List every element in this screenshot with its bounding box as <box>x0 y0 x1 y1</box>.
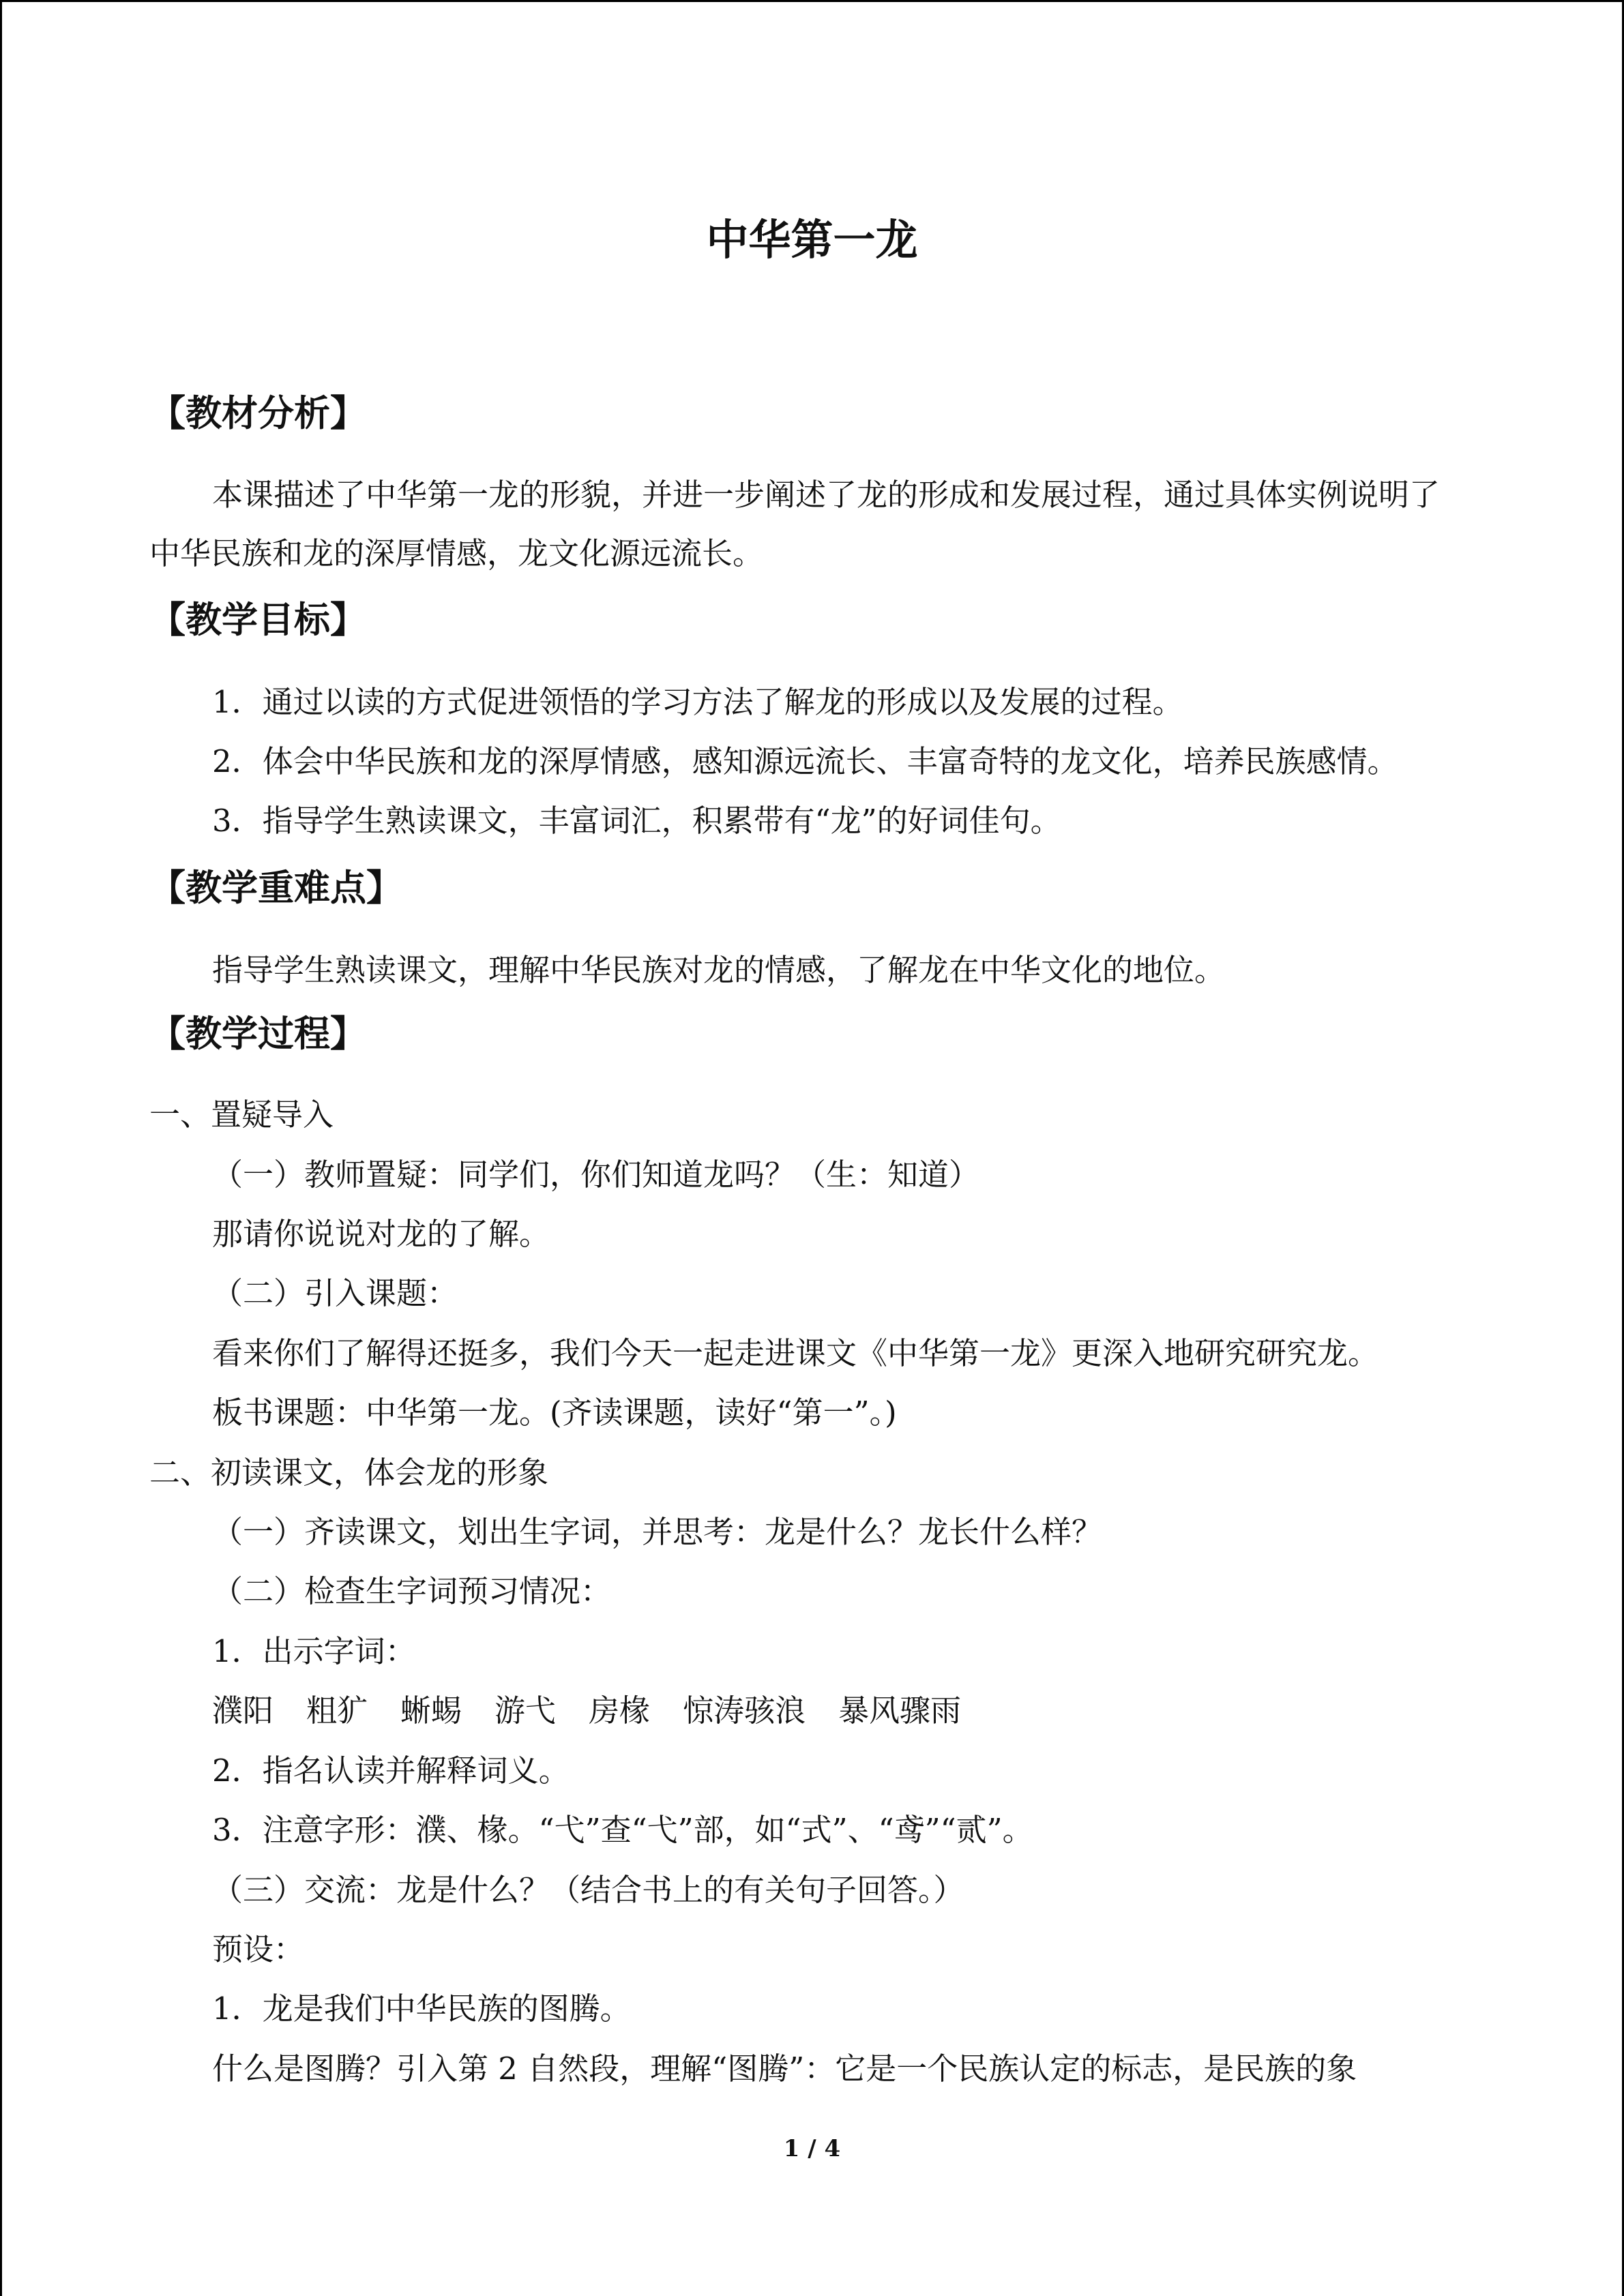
word-item: 暴风骤雨 <box>838 1693 962 1729</box>
word-list <box>212 1690 994 1731</box>
word-item: 濮阳 <box>212 1693 274 1729</box>
section-heading-process: 【教学过程】 <box>149 1013 366 1055</box>
process-line: （一）齐读课文，划出生字词，并思考：龙是什么？龙长什么样？ <box>212 1514 1103 1550</box>
section-heading-keypoints: 【教学重难点】 <box>149 867 402 909</box>
section-heading-goals: 【教学目标】 <box>149 599 366 641</box>
word-item: 粗犷 <box>306 1693 368 1729</box>
process-line: 3．注意字形：濮、椽。“弋”查“弋”部，如“式”、“鸢”“贰”。 <box>212 1812 1033 1848</box>
process-line: 看来你们了解得还挺多，我们今天一起走进课文《中华第一龙》更深入地研究研究龙。 <box>212 1335 1379 1371</box>
process-line: 2．指名认读并解释词义。 <box>212 1753 570 1789</box>
process-line: 1．出示字词： <box>212 1633 416 1669</box>
process-line: 什么是图腾？引入第 2 自然段，理解“图腾”：它是一个民族认定的标志，是民族的象 <box>212 2051 1357 2087</box>
document-title: 中华第一龙 <box>706 215 918 265</box>
process-line: 板书课题：中华第一龙。(齐读课题，读好“第一”。) <box>212 1395 897 1431</box>
process-line: 那请你说说对龙的了解。 <box>212 1216 550 1252</box>
process-line: 预设： <box>212 1931 305 1967</box>
process-step-title: 一、置疑导入 <box>149 1097 334 1133</box>
word-item: 惊涛骇浪 <box>683 1693 806 1729</box>
word-item: 蜥蜴 <box>400 1693 462 1729</box>
section-heading-analysis: 【教材分析】 <box>149 392 366 434</box>
goal-item: 1．通过以读的方式促进领悟的学习方法了解龙的形成以及发展的过程。 <box>212 684 1183 720</box>
page-number: 1 / 4 <box>783 2135 841 2162</box>
process-line: 1．龙是我们中华民族的图腾。 <box>212 1991 631 2027</box>
goal-item: 2．体会中华民族和龙的深厚情感，感知源远流长、丰富奇特的龙文化，培养民族感情。 <box>212 743 1398 779</box>
keypoints-paragraph: 指导学生熟读课文，理解中华民族对龙的情感，了解龙在中华文化的地位。 <box>212 952 1226 988</box>
process-line: （一）教师置疑：同学们，你们知道龙吗？（生：知道） <box>212 1157 980 1193</box>
process-line: （二）检查生字词预习情况： <box>212 1573 612 1609</box>
process-line: （三）交流：龙是什么？（结合书上的有关句子回答。） <box>212 1872 964 1908</box>
process-step-title: 二、初读课文，体会龙的形象 <box>149 1455 549 1491</box>
goal-item: 3．指导学生熟读课文，丰富词汇，积累带有“龙”的好词佳句。 <box>212 803 1061 839</box>
process-line: （二）引入课题： <box>212 1275 458 1311</box>
analysis-paragraph: 本课描述了中华第一龙的形貌，并进一步阐述了龙的形成和发展过程，通过具体实例说明了中华民族和龙的深厚情感，龙文化源远流长。 <box>149 477 1441 571</box>
word-item: 游弋 <box>494 1693 557 1729</box>
word-item: 房椽 <box>589 1693 651 1729</box>
